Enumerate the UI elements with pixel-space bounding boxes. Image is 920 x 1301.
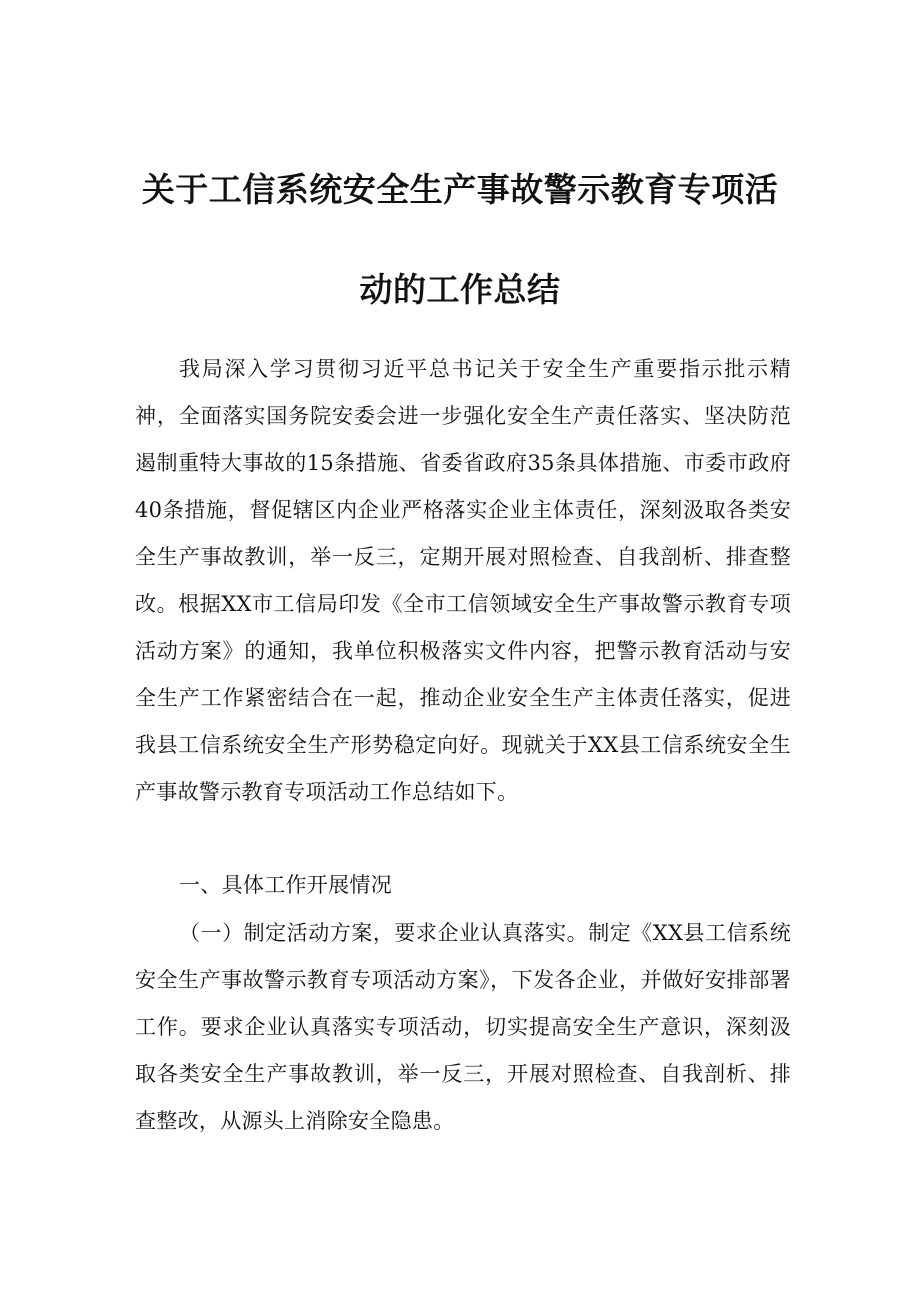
intro-paragraph: 我局深入学习贯彻习近平总书记关于安全生产重要指示批示精神，全面落实国务院安委会进一步强化安全生产责任落实、坚决防范遏制重特大事故的15条措施、省委省政府35条具体措施、市委市政府40条措施，督促辖区内企业严格落实企业主体责任，深刻汲取各类安全生产事故教训，举一反三，定期开展对照检查、自我剖析、排查整改。根据XX市工信局印发《全市工信领域安全生产事故警示教育专项活动方案》的通知，我单位积极落实文件内容，把警示教育活动与安全生产工作紧密结合在一起，推动企业安全生产主体责任落实，促进我县工信系统安全生产形势稳定向好。现就关于XX县工信系统安全生产事故警示教育专项活动工作总结如下。 <box>135 357 791 804</box>
document-title-line-1: 关于工信系统安全生产事故警示教育专项活 <box>141 170 779 209</box>
document-title-line-2: 动的工作总结 <box>359 270 561 309</box>
subsection-paragraph-1: （一）制定活动方案，要求企业认真落实。制定《XX县工信系统安全生产事故警示教育专项活动方案》，下发各企业，并做好安排部署工作。要求企业认真落实专项活动，切实提高安全生产意识，深刻汲取各类安全生产事故教训，举一反三，开展对照检查、自我剖析、排查整改，从源头上消除安全隐患。 <box>135 921 791 1133</box>
section-heading-1: 一、具体工作开展情况 <box>179 873 392 897</box>
